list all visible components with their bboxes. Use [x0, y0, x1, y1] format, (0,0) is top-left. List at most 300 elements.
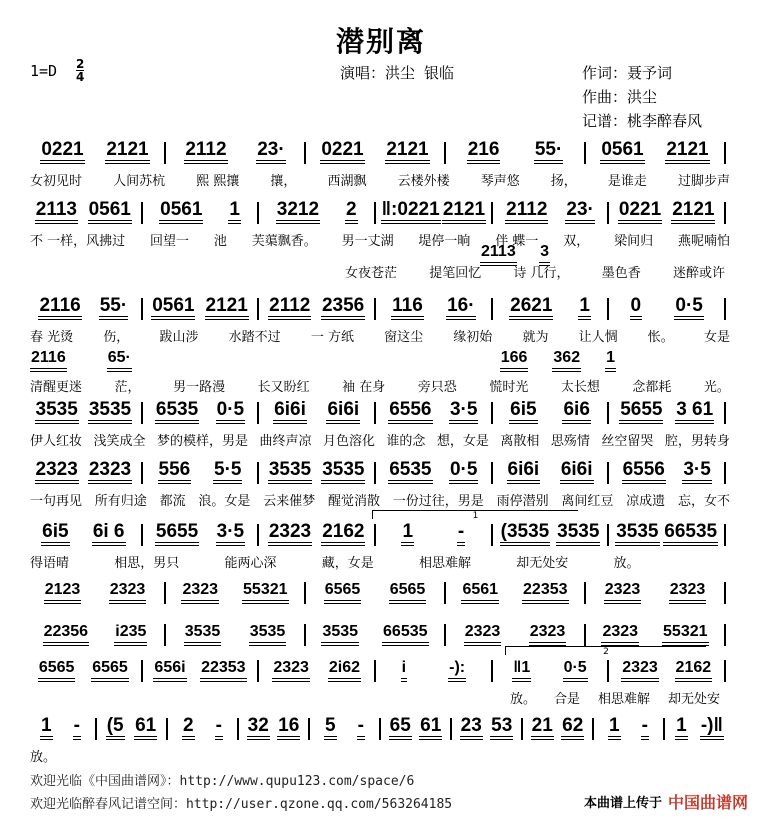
note-group: 1 [608, 716, 621, 740]
measure [30, 140, 160, 164]
staff-line [30, 522, 730, 546]
brand-logo: 中国曲谱网 [667, 793, 748, 812]
lyric: 放。 [510, 692, 537, 707]
lyric: 浪。女是 [198, 494, 251, 509]
singer: 演唱：洪尘 银临 [340, 64, 455, 82]
bar-line [724, 142, 726, 164]
bar-line [304, 582, 306, 604]
note-group: i235 [114, 622, 147, 646]
lyric: 跋山涉 [159, 330, 199, 345]
lyric: 谁的念 [386, 434, 426, 449]
lyric: 伤， [103, 330, 130, 345]
note-group: 0·5 [449, 460, 478, 484]
bar-line [379, 718, 381, 740]
note-group: 3535 [556, 522, 600, 546]
measure [613, 460, 720, 484]
bar-line [141, 402, 143, 424]
measure [30, 296, 137, 320]
staff-line [30, 460, 730, 484]
bar-line [257, 462, 259, 484]
lyric: 合是 [553, 692, 580, 707]
lyric: 丝空留哭 [601, 434, 654, 449]
bar-line [607, 462, 609, 484]
measure [314, 716, 375, 740]
bar-line [164, 624, 166, 646]
note-group: 3 [539, 242, 550, 266]
note-group: 5655 [155, 522, 199, 546]
note-group: 6i6 [562, 400, 590, 424]
staff-line [30, 580, 730, 604]
note-group: 22353 [522, 580, 569, 604]
note-group: 2112 [184, 140, 227, 164]
note-group: 66535 [382, 622, 429, 646]
note-group: 2162 [321, 522, 365, 546]
measure [147, 200, 254, 224]
bar-line [304, 624, 306, 646]
lyric: 伊人红妆 [30, 434, 83, 449]
bar-line [164, 142, 166, 164]
bar-line [237, 718, 239, 740]
note-group: 6i6i [326, 400, 360, 424]
note-group: 2113 [480, 242, 517, 266]
lyric: 所有归途 [94, 494, 147, 509]
lyric: 水踏不过 [228, 330, 281, 345]
lyric: 一句再见 [30, 494, 83, 509]
note-group: 2356 [321, 296, 365, 320]
lyric: 月色溶化 [322, 434, 375, 449]
footer-link-2[interactable]: 欢迎光临醉春风记谱空间：http://user.qzone.qq.com/563264185 [30, 797, 453, 812]
note-group: 2121 [205, 296, 249, 320]
lyric: 相思，男只 [114, 556, 180, 571]
note-group: 2162 [675, 658, 713, 682]
lyric: 浅笑成全 [93, 434, 146, 449]
lyric: 旁只恐 [417, 380, 457, 395]
note-group: 23· [565, 200, 594, 224]
lyric: 梦的模样，男是 [156, 434, 248, 449]
note-group: 2116 [30, 348, 67, 372]
lyric: 池 [213, 234, 227, 249]
note-group: 2116 [38, 296, 81, 320]
composer: 作曲：洪尘 [582, 88, 658, 106]
bar-line [304, 142, 306, 164]
note-group: (5 [106, 716, 125, 740]
lyric: 女是 [703, 330, 730, 345]
lyric: 忘，女不 [677, 494, 730, 509]
lyric: 伴 蝶一 [495, 234, 539, 249]
lyric: 相思难解 [419, 556, 472, 571]
lyric: 琴声悠 [480, 174, 520, 189]
measure [263, 460, 370, 484]
measure [310, 622, 440, 646]
note-group: 6565 [389, 580, 427, 604]
note-group: 6i6i [560, 460, 594, 484]
note-group: 1 [40, 716, 53, 740]
bar-line [607, 402, 609, 424]
time-signature [76, 58, 84, 83]
bar-line [607, 524, 609, 546]
note-group: 2323 [272, 658, 310, 682]
bar-line [491, 524, 493, 546]
bar-line [257, 298, 259, 320]
staff-line [30, 716, 730, 740]
note-group: 6i5 [509, 400, 537, 424]
bar-line [308, 718, 310, 740]
lyric: 过脚步声 [677, 174, 730, 189]
measure [497, 522, 604, 546]
lyric: 一 方纸 [310, 330, 354, 345]
lyric: 思殇情 [550, 434, 590, 449]
measure [450, 140, 580, 164]
measure [170, 140, 300, 164]
lyric: 曲终声凉 [259, 434, 312, 449]
note-group: 55321 [662, 622, 709, 646]
bar-line [444, 582, 446, 604]
lyrics-line [30, 230, 730, 249]
song-title: 潜别离 [335, 25, 426, 58]
lyric: 得语晴 [30, 556, 70, 571]
lyric: 能两心深 [224, 556, 277, 571]
lyric: 男一丈湖 [341, 234, 394, 249]
note-group: 61 [419, 716, 442, 740]
lyrics-line [30, 490, 730, 509]
note-group: 2121 [665, 140, 709, 164]
measure [380, 658, 487, 682]
measure [147, 658, 254, 682]
note-group: 2121 [105, 140, 149, 164]
measure [263, 296, 370, 320]
measure [147, 522, 254, 546]
staff-line [30, 200, 730, 224]
lyric: 是谁走 [607, 174, 647, 189]
note-group: ‖1 [512, 658, 531, 682]
bar-line [257, 402, 259, 424]
lyric: 却无处安 [667, 692, 720, 707]
note-group: 2i62 [328, 658, 361, 682]
note-group: 2323 [621, 658, 659, 682]
note-group: 5655 [619, 400, 663, 424]
volta-number: 1 [472, 511, 479, 521]
note-group: ‖:0221 [381, 200, 441, 224]
lyrics-line [30, 746, 70, 765]
staff-line [30, 140, 730, 164]
staff-line [30, 622, 730, 646]
bar-line [374, 202, 376, 224]
note-group: 23 [460, 716, 483, 740]
note-group: 166 [500, 348, 529, 372]
key-signature: 1=D [30, 62, 58, 80]
bar-line [491, 298, 493, 320]
measure [30, 658, 137, 682]
lyricist: 作词：聂予词 [582, 64, 673, 82]
bar-line [491, 202, 493, 224]
note-group: - [215, 716, 223, 740]
note-group: 3 61 [675, 400, 714, 424]
note-group: 2112 [505, 200, 548, 224]
note-group: 2323 [529, 622, 567, 646]
measure [669, 716, 730, 740]
bar-line [374, 660, 376, 682]
measure [380, 400, 487, 424]
lyric: 窗这尘 [384, 330, 424, 345]
lyric: 念都耗 [632, 380, 672, 395]
measure [172, 716, 233, 740]
lyric: 腔，男转身 [664, 434, 730, 449]
alt-lyrics-line [30, 376, 730, 395]
note-group: 3·5 [682, 460, 711, 484]
lyric: 都流 [159, 494, 186, 509]
note-group: - [73, 716, 81, 740]
note-group: -)‖ [700, 716, 724, 740]
note-group: 0·5 [216, 400, 245, 424]
bar-line [592, 718, 594, 740]
lyric: 芙蕖飘香。 [251, 234, 317, 249]
note-group: 55· [534, 140, 563, 164]
alt-lyrics-line [345, 262, 725, 281]
lyric: 提笔回忆 [429, 266, 482, 281]
lyrics-line [30, 326, 730, 345]
bar-line [491, 660, 493, 682]
staff-line [30, 400, 730, 424]
lyric: 放。 [30, 750, 57, 765]
measure [30, 580, 160, 604]
note-group: 3535 [88, 400, 132, 424]
note-group: 16· [446, 296, 475, 320]
bar-line [491, 462, 493, 484]
footer-link-1[interactable]: 欢迎光临《中国曲谱网》：http://www.qupu123.com/space/6 [30, 774, 415, 789]
bar-line [450, 718, 452, 740]
lyric: 怅。 [647, 330, 674, 345]
lyric: 光。 [703, 380, 730, 395]
lyric: 袖 在身 [342, 380, 386, 395]
lyric: 离间红豆 [561, 494, 614, 509]
bar-line [166, 718, 168, 740]
volta-number: 2 [603, 647, 609, 657]
lyric: 熙 熙攘 [196, 174, 240, 189]
note-group: 3535 [615, 522, 659, 546]
lyrics-line [30, 552, 730, 571]
note-group: 2323 [601, 622, 639, 646]
lyric: 一份过往，男是 [392, 494, 484, 509]
transcriber: 记谱：桃李醉春风 [582, 112, 703, 130]
note-group: 216 [467, 140, 501, 164]
lyric: 双， [563, 234, 590, 249]
note-group: 656i [153, 658, 186, 682]
note-group: 0561 [159, 200, 203, 224]
staff-line [30, 296, 730, 320]
note-group: 3212 [276, 200, 320, 224]
note-group: 23· [256, 140, 285, 164]
measure [590, 580, 720, 604]
lyric: 回望一 [149, 234, 189, 249]
lyric: 离散相 [500, 434, 540, 449]
lyric: 想，女是 [436, 434, 489, 449]
note-group: 1 [578, 296, 591, 320]
note-group: 3·5 [216, 522, 245, 546]
measure [598, 716, 659, 740]
note-group: 556 [158, 460, 192, 484]
lyric: 梁间归 [614, 234, 654, 249]
note-group: 6i5 [41, 522, 69, 546]
measure [170, 622, 300, 646]
measure [497, 400, 604, 424]
measure [590, 622, 720, 646]
bar-line [444, 624, 446, 646]
note-group: 2323 [464, 622, 502, 646]
lyric: 春 光烫 [30, 330, 74, 345]
lyric: 男一路漫 [173, 380, 226, 395]
note-group: 0561 [151, 296, 195, 320]
upload-brand[interactable] [584, 790, 748, 813]
note-group: 5·5 [213, 460, 242, 484]
note-group: i [401, 658, 407, 682]
lyric: 就为 [522, 330, 549, 345]
bar-line [724, 402, 726, 424]
lyric: 云来催梦 [263, 494, 316, 509]
note-group: 0561 [600, 140, 644, 164]
measure [613, 658, 720, 682]
note-group: 55· [99, 296, 128, 320]
measure [613, 522, 720, 546]
note-group: 6i6i [273, 400, 307, 424]
measure [613, 296, 720, 320]
bar-line [95, 718, 97, 740]
note-group: 3·5 [449, 400, 478, 424]
note-group: 22353 [200, 658, 247, 682]
lyric: 藏，女是 [321, 556, 374, 571]
time-bottom: 4 [76, 70, 85, 84]
measure [263, 400, 370, 424]
lyric: 却无处安 [516, 556, 569, 571]
bar-line [724, 524, 726, 546]
note-group: - [641, 716, 649, 740]
measure [30, 622, 160, 646]
measure [613, 400, 720, 424]
measure [30, 400, 137, 424]
measure [263, 200, 370, 224]
note-group: 1 [401, 522, 414, 546]
note-group: 6556 [388, 400, 432, 424]
lyric: 燕呢喃怕 [677, 234, 730, 249]
note-group: (3535 [500, 522, 551, 546]
note-group: 3535 [268, 460, 312, 484]
measure [243, 716, 304, 740]
note-group: 6556 [622, 460, 666, 484]
note-group: 3535 [184, 622, 222, 646]
lyric: 相思难解 [597, 692, 650, 707]
note-group: 6535 [388, 460, 432, 484]
measure [380, 296, 487, 320]
note-group: 2323 [669, 580, 707, 604]
lyric: 让人惆 [578, 330, 618, 345]
lyric: 缘初始 [453, 330, 493, 345]
measure [380, 460, 487, 484]
note-group: 2323 [88, 460, 132, 484]
lyrics-line [510, 688, 720, 707]
measure [147, 296, 254, 320]
note-group: 0·5 [563, 658, 588, 682]
bar-line [724, 462, 726, 484]
volta-bracket [372, 510, 578, 519]
note-group: 1 [228, 200, 241, 224]
lyric: 人间苏杭 [113, 174, 166, 189]
note-group: - [357, 716, 365, 740]
note-group: 3535 [321, 460, 365, 484]
lyric: 墨色香 [601, 266, 641, 281]
note-group: 2323 [35, 460, 79, 484]
bar-line [141, 462, 143, 484]
note-group: 53 [490, 716, 513, 740]
lyric: 雨停潜别 [496, 494, 549, 509]
lyric: 茫， [114, 380, 141, 395]
note-group: - [457, 522, 465, 546]
bar-line [141, 524, 143, 546]
alt-notes-line [30, 348, 640, 372]
note-group: 2121 [442, 200, 486, 224]
note-group: 1 [605, 348, 616, 372]
bar-line [257, 202, 259, 224]
bar-line [724, 582, 726, 604]
bar-line [374, 462, 376, 484]
note-group: 2 [345, 200, 358, 224]
measure [147, 460, 254, 484]
note-group: 6565 [91, 658, 129, 682]
measure [456, 716, 517, 740]
lyric: 凉成遗 [626, 494, 666, 509]
bar-line [607, 298, 609, 320]
note-group: 2113 [35, 200, 78, 224]
measure [497, 658, 604, 682]
note-group: 2323 [109, 580, 147, 604]
lyric: 云楼外楼 [397, 174, 450, 189]
measure [385, 716, 446, 740]
note-group: 55321 [242, 580, 289, 604]
bar-line [257, 524, 259, 546]
bar-line [584, 582, 586, 604]
lyric: 堤停一晌 [418, 234, 471, 249]
bar-line [374, 402, 376, 424]
bar-line [607, 660, 609, 682]
measure [30, 200, 137, 224]
bar-line [521, 718, 523, 740]
lyric: 放。 [613, 556, 640, 571]
note-group: 3535 [35, 400, 79, 424]
measure [380, 200, 487, 224]
note-group: 2121 [671, 200, 715, 224]
upload-label: 本曲谱上传于 [583, 796, 662, 811]
note-group: 61 [134, 716, 157, 740]
lyric: 迷醉或许 [672, 266, 725, 281]
note-group: 2123 [44, 580, 82, 604]
measure [497, 200, 604, 224]
note-group: 116 [391, 296, 424, 320]
measure [263, 658, 370, 682]
lyric: 诗 几行， [513, 266, 570, 281]
measure [263, 522, 370, 546]
bar-line [607, 202, 609, 224]
note-group: 6561 [461, 580, 499, 604]
note-group: 6i6i [507, 460, 541, 484]
note-group: 21 [531, 716, 554, 740]
measure [101, 716, 162, 740]
bar-line [257, 660, 259, 682]
note-group: 2323 [604, 580, 642, 604]
measure [450, 622, 580, 646]
note-group: 2621 [509, 296, 553, 320]
note-group: 2121 [385, 140, 429, 164]
lyric: 长又盼红 [257, 380, 310, 395]
bar-line [724, 298, 726, 320]
lyrics-line [30, 430, 730, 449]
